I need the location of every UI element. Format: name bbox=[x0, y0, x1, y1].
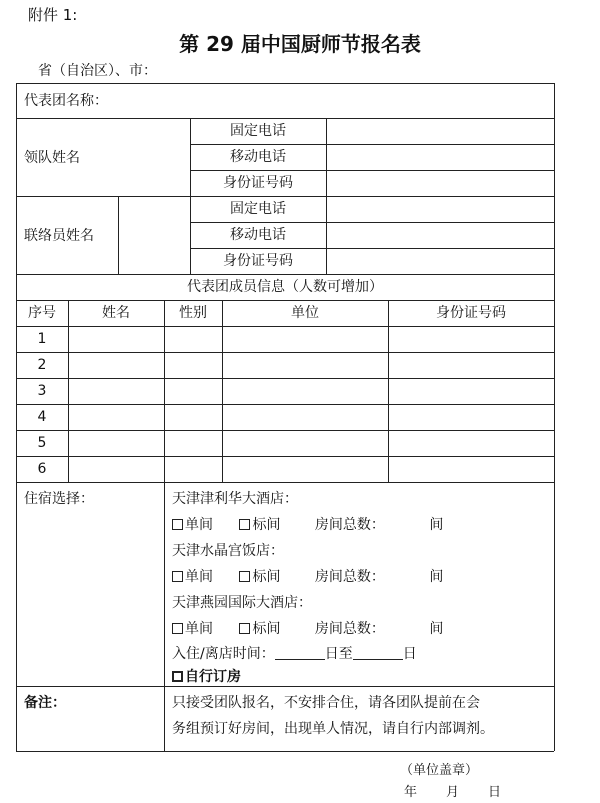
checkin-row bbox=[172, 647, 417, 661]
contact-landline-label: 固定电话 bbox=[230, 201, 286, 217]
leader-mobile-label: 移动电话 bbox=[230, 149, 286, 165]
contact-name-label: 联络员姓名 bbox=[24, 228, 94, 244]
col-header-index: 序号 bbox=[28, 305, 56, 321]
attachment-label: 附件 1: bbox=[28, 6, 78, 24]
delegation-name-label: 代表团名称： bbox=[24, 93, 108, 109]
single-room-label: 单间 bbox=[185, 621, 213, 637]
hotel-name: 天津燕园国际大酒店： bbox=[172, 595, 312, 611]
hotel-name: 天津津利华大酒店： bbox=[172, 491, 298, 507]
col-header-gender: 性别 bbox=[179, 305, 207, 321]
single-room-label: 单间 bbox=[185, 517, 213, 533]
self-booking-label: 自行订房 bbox=[185, 669, 241, 685]
lodging-label: 住宿选择： bbox=[24, 491, 94, 507]
table-row-number: 2 bbox=[37, 357, 47, 373]
members-heading: 代表团成员信息（人数可增加） bbox=[187, 279, 383, 295]
table-row-number: 3 bbox=[37, 383, 47, 399]
standard-room-checkbox[interactable] bbox=[239, 623, 250, 634]
contact-mobile-label: 移动电话 bbox=[230, 227, 286, 243]
standard-room-label: 标间 bbox=[252, 569, 281, 585]
remarks-text-line1: 只接受团队报名，不安排合住，请各团队提前在会 bbox=[172, 695, 480, 711]
standard-room-label: 标间 bbox=[252, 517, 281, 533]
col-header-id: 身份证号码 bbox=[436, 305, 506, 321]
standard-room-checkbox[interactable] bbox=[239, 571, 250, 582]
room-unit-label: 间 bbox=[429, 569, 444, 585]
room-total-label: 房间总数： bbox=[314, 517, 385, 533]
unit-seal-label: （单位盖章） bbox=[400, 763, 479, 778]
single-room-checkbox[interactable] bbox=[172, 623, 183, 634]
room-total-label: 房间总数： bbox=[314, 621, 385, 637]
remarks-text-line2: 务组预订好房间，出现单人情况，请自行内部调剂。 bbox=[172, 721, 494, 737]
leader-landline-label: 固定电话 bbox=[230, 123, 286, 139]
room-unit-label: 间 bbox=[429, 621, 444, 637]
standard-room-label: 标间 bbox=[252, 621, 281, 637]
date-month-label: 月 bbox=[446, 785, 460, 800]
room-unit-label: 间 bbox=[429, 517, 444, 533]
table-row-number: 4 bbox=[37, 409, 47, 425]
leader-name-label: 领队姓名 bbox=[24, 150, 80, 166]
day-label: 日 bbox=[402, 646, 417, 662]
room-total-label: 房间总数： bbox=[314, 569, 385, 585]
hotel-options-row bbox=[172, 622, 443, 636]
standard-room-checkbox[interactable] bbox=[239, 519, 250, 530]
hotel-name: 天津水晶宫饭店： bbox=[172, 543, 284, 559]
hotel-options-row bbox=[172, 570, 443, 584]
table-row-number: 5 bbox=[37, 435, 47, 451]
table-row-number: 1 bbox=[37, 331, 47, 347]
contact-id-label: 身份证号码 bbox=[223, 253, 293, 269]
hotel-options-row bbox=[172, 518, 443, 532]
checkout-day-blank[interactable] bbox=[353, 647, 403, 660]
leader-id-label: 身份证号码 bbox=[223, 175, 293, 191]
remarks-label: 备注： bbox=[24, 695, 66, 711]
self-booking-row bbox=[172, 670, 241, 684]
form-title: 第 29 届中国厨师节报名表 bbox=[179, 32, 421, 56]
single-room-label: 单间 bbox=[185, 569, 213, 585]
col-header-unit: 单位 bbox=[291, 305, 319, 321]
single-room-checkbox[interactable] bbox=[172, 519, 183, 530]
day-to-label: 日至 bbox=[324, 646, 353, 662]
table-row-number: 6 bbox=[37, 461, 47, 477]
checkin-day-blank[interactable] bbox=[275, 647, 325, 660]
self-booking-checkbox[interactable] bbox=[172, 671, 183, 682]
province-line: 省（自治区）、市： bbox=[38, 63, 157, 79]
date-year-label: 年 bbox=[404, 785, 418, 800]
date-day-label: 日 bbox=[488, 785, 502, 800]
checkin-label: 入住/离店时间： bbox=[172, 646, 275, 662]
col-header-name: 姓名 bbox=[102, 305, 130, 321]
single-room-checkbox[interactable] bbox=[172, 571, 183, 582]
